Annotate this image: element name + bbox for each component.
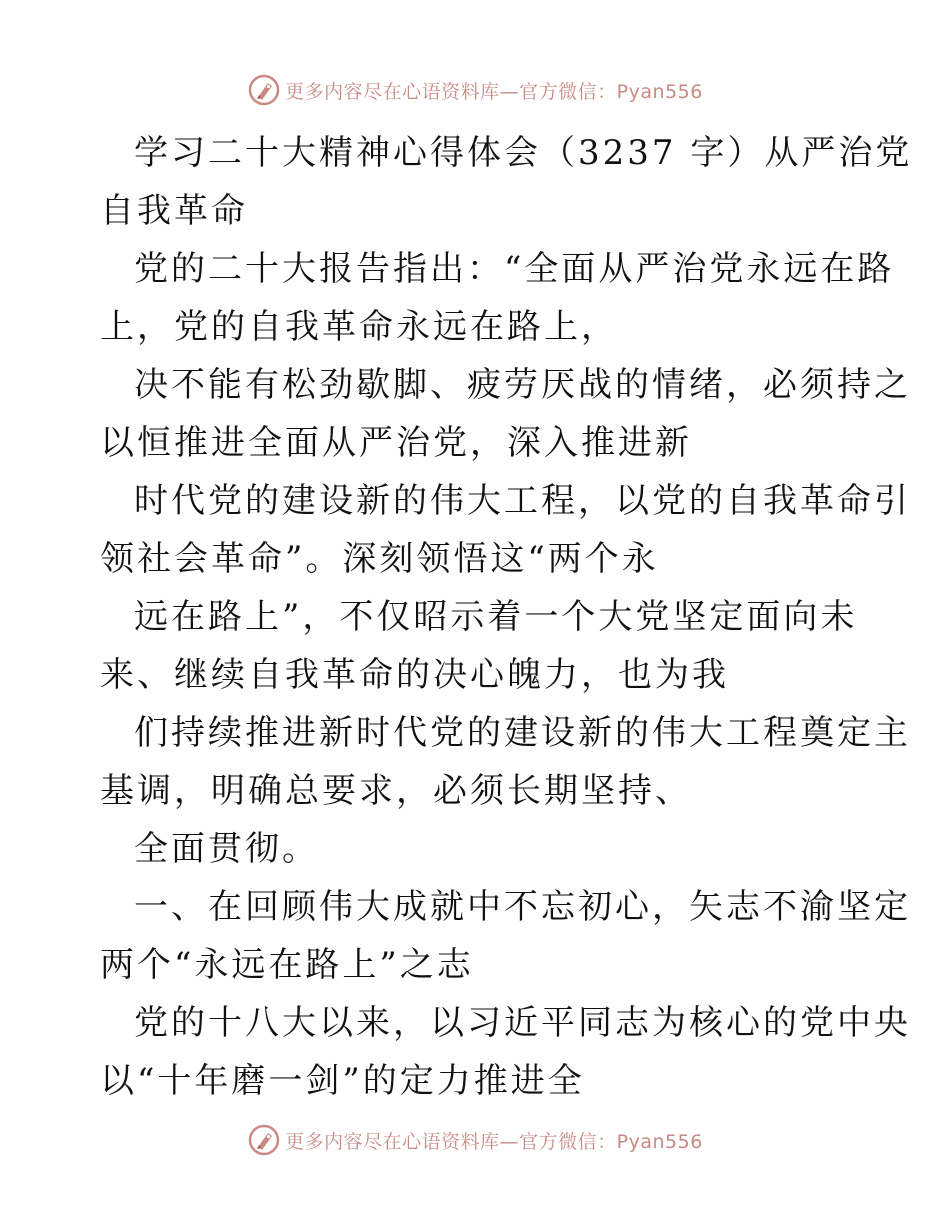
- paragraph-line: 时代党的建设新的伟大工程，以党的自我革命引: [134, 481, 911, 521]
- pen-nib-logo-icon: [247, 73, 281, 107]
- paragraph-line: 们持续推进新时代党的建设新的伟大工程奠定主: [134, 713, 911, 753]
- paragraph-line: 基调，明确总要求，必须长期坚持、: [100, 771, 692, 811]
- paragraph-line: 党的二十大报告指出：“全面从严治党永远在路: [134, 249, 895, 289]
- document-body: [100, 124, 913, 1110]
- pen-nib-logo-icon: [247, 1123, 281, 1157]
- title-line-2: 自我革命: [100, 191, 248, 231]
- paragraph-line: 全面贯彻。: [134, 829, 319, 869]
- paragraph-line: 领社会革命”。深刻领悟这“两个永: [100, 539, 659, 579]
- paragraph-line: 以“十年磨一剑”的定力推进全: [100, 1061, 585, 1101]
- watermark-text: 更多内容尽在心语资料库—官方微信：Pyan556: [285, 1130, 703, 1153]
- paragraph-line: 远在路上”，不仅昭示着一个大党坚定面向未: [134, 597, 858, 637]
- paragraph-line: 以恒推进全面从严治党，深入推进新: [100, 423, 692, 463]
- header-watermark: [0, 70, 950, 110]
- footer-watermark: [0, 1120, 950, 1160]
- watermark-text: 更多内容尽在心语资料库—官方微信：Pyan556: [285, 80, 703, 103]
- paragraph-line: 党的十八大以来，以习近平同志为核心的党中央: [134, 1003, 911, 1043]
- title-line-1: 学习二十大精神心得体会（3237 字）从严治党: [134, 133, 913, 173]
- paragraph-line: 决不能有松劲歇脚、疲劳厌战的情绪，必须持之: [134, 365, 911, 405]
- section-heading-line-1: 一、在回顾伟大成就中不忘初心，矢志不渝坚定: [134, 887, 911, 927]
- paragraph-line: 来、继续自我革命的决心魄力，也为我: [100, 655, 729, 695]
- paragraph-line: 上，党的自我革命永远在路上，: [100, 307, 618, 347]
- section-heading-line-2: 两个“永远在路上”之志: [100, 945, 474, 985]
